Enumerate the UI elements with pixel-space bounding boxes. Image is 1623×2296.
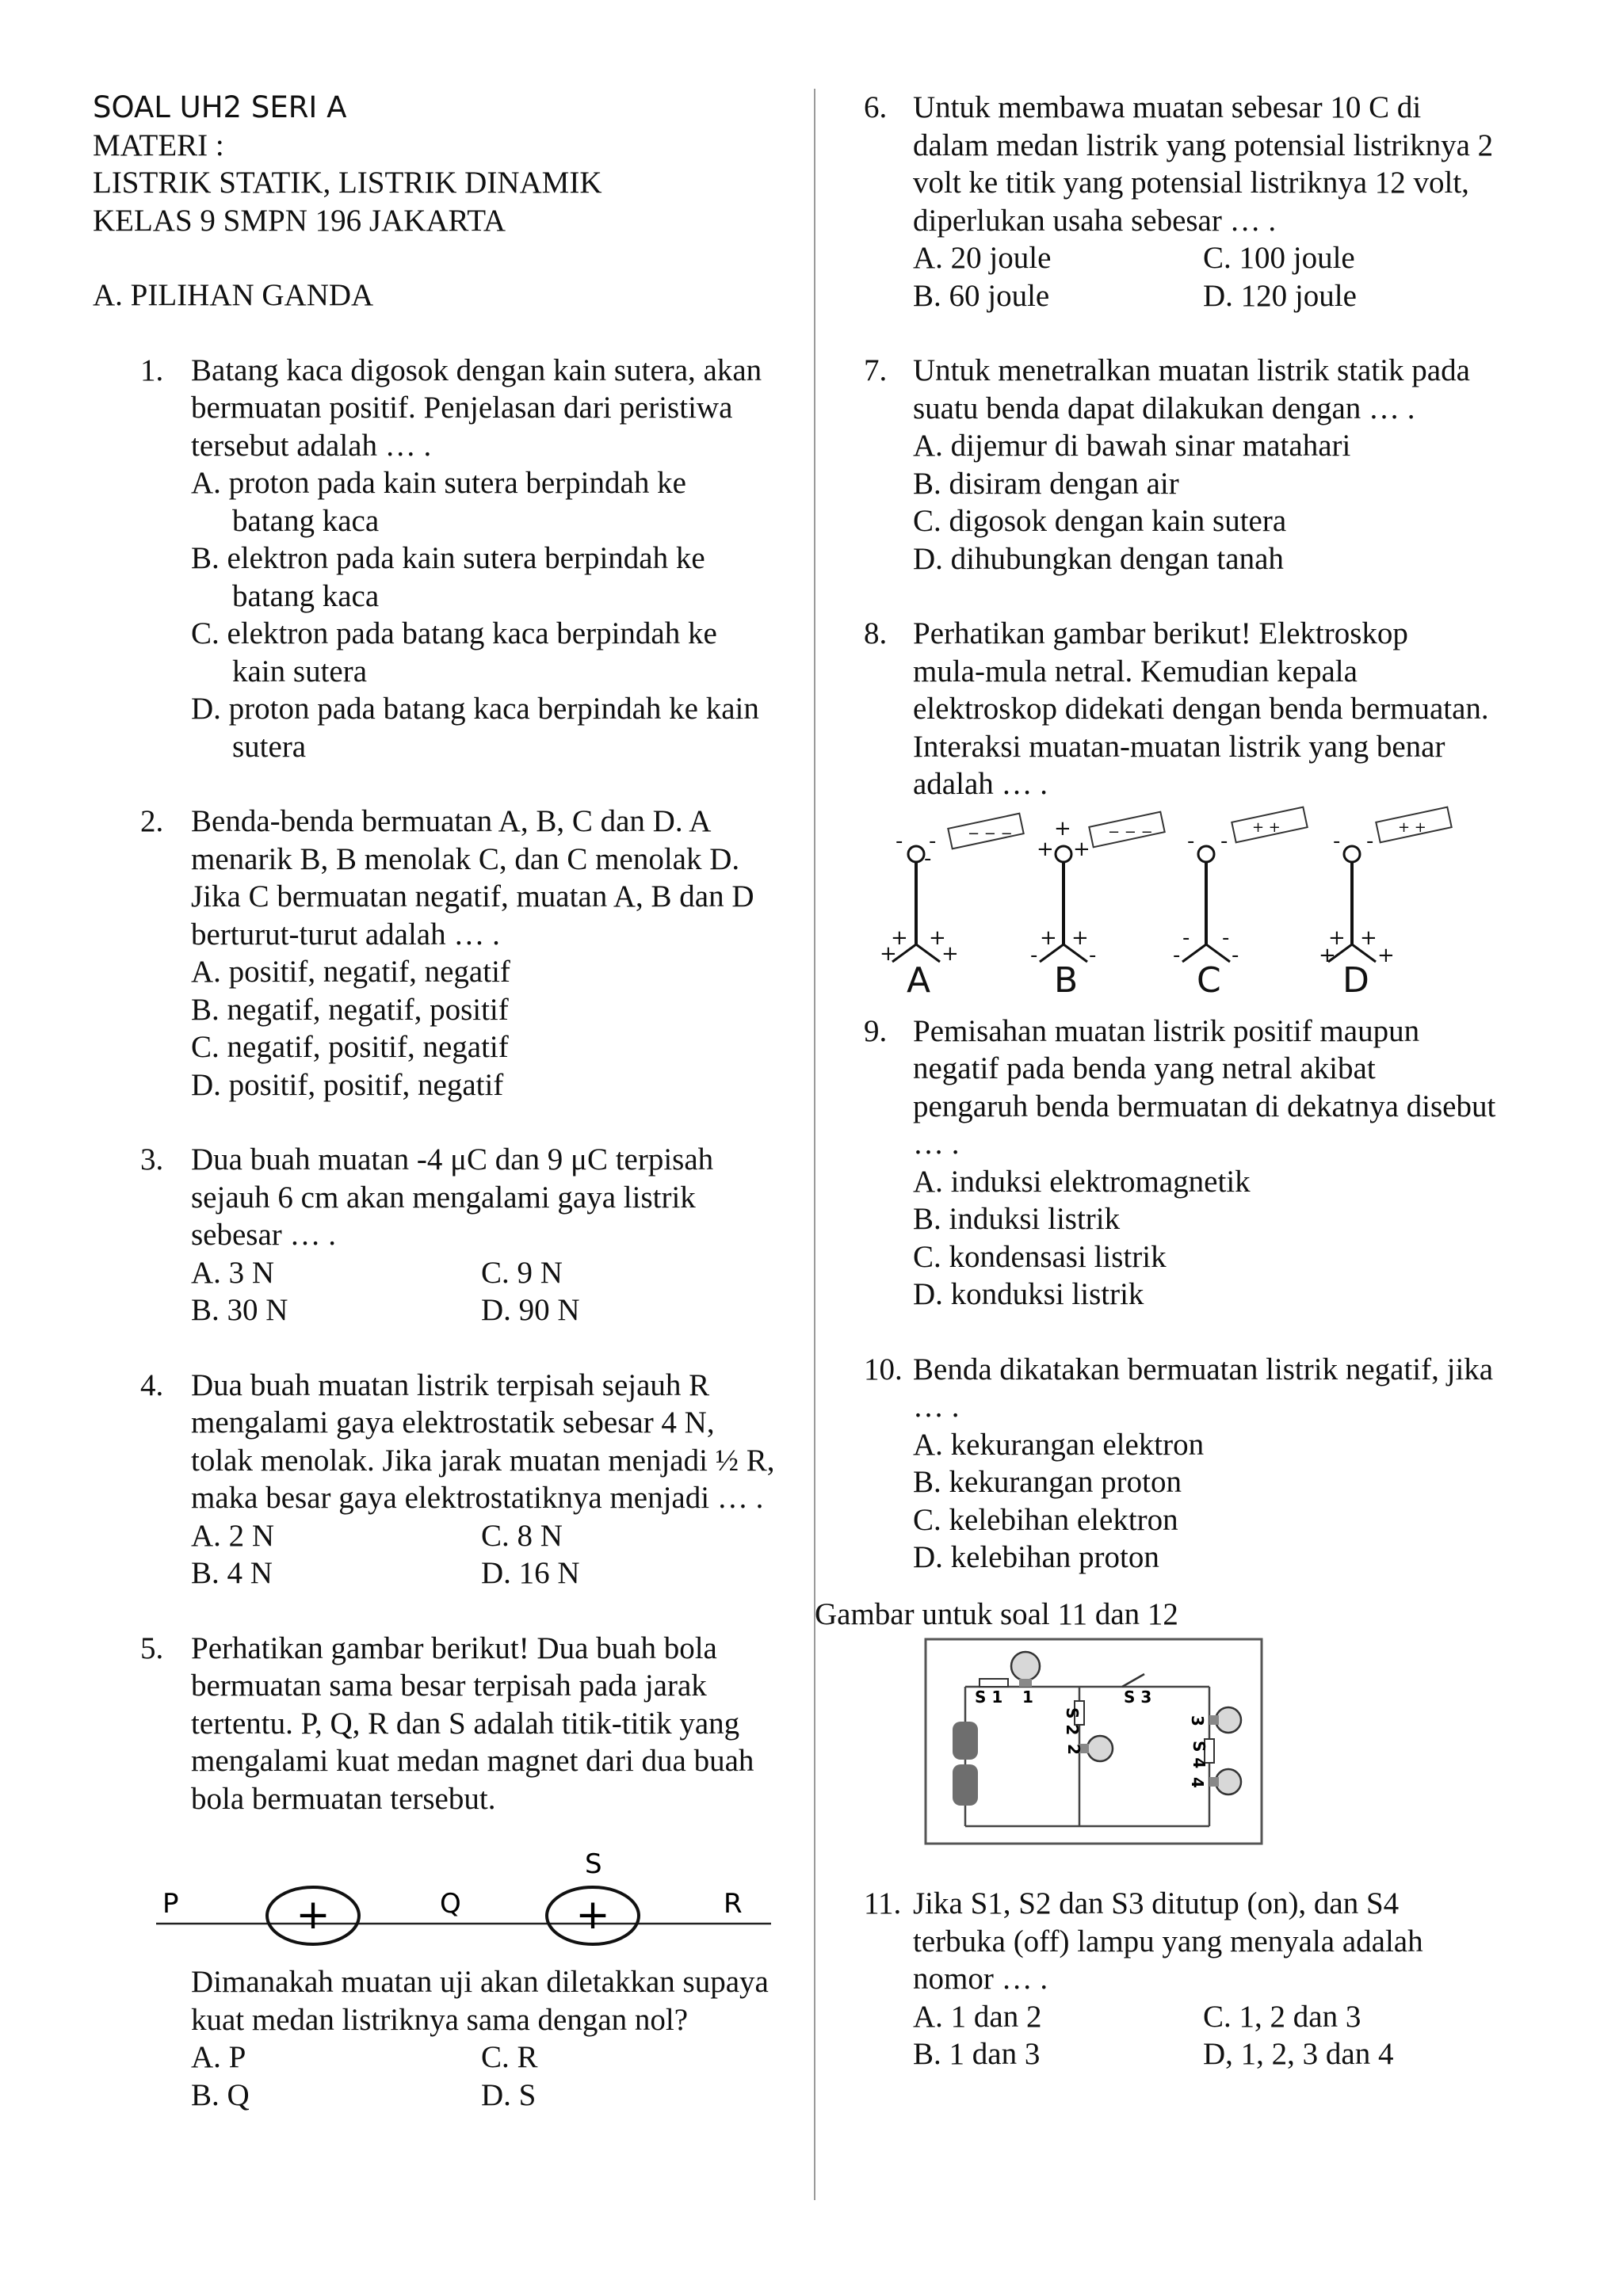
svg-text:+: + <box>941 941 959 966</box>
class-school: KELAS 9 SMPN 196 JAKARTA <box>93 203 506 238</box>
electroscope-figure <box>861 803 1558 994</box>
svg-text:-: - <box>924 846 932 871</box>
question-1: 1. Batang kaca digosok dengan kain sutera, akan bermuatan positif. Penjelasan dari peristiwa tersebut adalah … . A. proton pada kain sutera berpindah ke batang kaca B. elektron pada kain sutera berpindah ke batang kaca C. elektron pada batang kaca berpindah ke kain sutera D. proton pada batang kaca berpindah ke kain sutera <box>93 352 806 766</box>
battery-cell-1 <box>953 1722 978 1760</box>
question-number: 11. <box>864 1886 902 1920</box>
option-d: D. proton pada batang kaca berpindah ke kain <box>191 692 759 726</box>
battery-cell-2 <box>953 1764 978 1806</box>
option-a: A. 2 N <box>191 1518 275 1553</box>
point-p-label: P <box>162 1888 179 1920</box>
option-b: B. elektron pada kain sutera berpindah ke <box>191 541 705 575</box>
question-8: 8. Perhatikan gambar berikut! Elektroskop mula-mula netral. Kemudian kepala elektroskop didekati dengan benda bermuatan. Interaksi muatan-muatan listrik yang benar adalah … . <box>864 616 1489 801</box>
svg-text:− − −: − − − <box>968 825 1013 842</box>
electroscope-d-label: D <box>1342 959 1369 994</box>
svg-text:+: + <box>1037 837 1054 861</box>
option-d: D. positif, positif, negatif <box>191 1067 504 1102</box>
question-number: 9. <box>864 1013 888 1048</box>
option-b: B. induksi listrik <box>913 1202 1121 1236</box>
charge-sign-1: + <box>296 1891 330 1939</box>
svg-text:+: + <box>1071 925 1089 950</box>
option-c: C. digosok dengan kain sutera <box>913 504 1287 538</box>
option-b: B. kekurangan proton <box>913 1465 1182 1499</box>
lamp-3-label: 3 <box>1188 1715 1207 1726</box>
lamp-2-icon <box>1087 1736 1113 1761</box>
option-b: B. 1 dan 3 <box>913 2037 1041 2071</box>
svg-text:-: - <box>1187 829 1195 853</box>
option-a: A. dijemur di bawah sinar matahari <box>913 429 1351 463</box>
electroscope-c <box>1173 807 1308 993</box>
svg-text:+: + <box>891 925 908 950</box>
question-number: 8. <box>864 616 888 650</box>
question-10: 10. Benda dikatakan bermuatan listrik negatif, jika … . A. kekurangan elektron B. kekurangan proton C. kelebihan elektron D. kelebihan proton <box>864 1351 1561 1577</box>
lamp-1-icon <box>1011 1652 1040 1680</box>
option-a: A. proton pada kain sutera berpindah ke <box>191 466 686 500</box>
svg-text:-: - <box>896 829 903 853</box>
question-3: 3. Dua buah muatan -4 μC dan 9 μC terpisah sejauh 6 cm akan mengalami gaya listrik sebesar … . A. 3 N C. 9 N B. 30 N D. 90 N <box>93 1141 806 1329</box>
question-6: 6. Untuk membawa muatan sebesar 10 C di dalam medan listrik yang potensial listriknya 2 volt ke titik yang potensial listriknya 12 volt, diperlukan usaha sebesar … . A. 20 joule C. 100 joule B. 60 joule D. 120 joule <box>864 89 1561 315</box>
option-b: B. 4 N <box>191 1556 273 1590</box>
question-number: 1. <box>140 353 164 387</box>
question-4: 4. Dua buah muatan listrik terpisah sejauh R mengalami gaya elektrostatik sebesar 4 N, tolak menolak. Jika jarak muatan menjadi ½ R, maka besar gaya elektrostatiknya menjadi … . A. 2 N C. 8 N B. 4 N D. 16 N <box>93 1367 806 1592</box>
svg-text:+: + <box>1360 925 1377 950</box>
option-c: C. 100 joule <box>1203 241 1355 275</box>
svg-text:-: - <box>1173 943 1181 967</box>
option-d: D. 90 N <box>481 1293 580 1327</box>
option-a: A. 3 N <box>191 1255 275 1290</box>
svg-text:-: - <box>1089 943 1097 967</box>
question-9: 9. Pemisahan muatan listrik positif maupun negatif pada benda yang netral akibat pengaruh benda bermuatan di dekatnya disebut … . A. induksi elektromagnetik B. induksi listrik C. kondensasi listrik D. konduksi listrik <box>864 1013 1561 1314</box>
left-column <box>93 89 806 2114</box>
electroscope-c-label: C <box>1197 959 1221 994</box>
question-number: 6. <box>864 90 888 124</box>
svg-text:-: - <box>1222 925 1230 950</box>
option-c: C. 1, 2 dan 3 <box>1203 1999 1361 2034</box>
question-number: 5. <box>140 1630 164 1665</box>
question-number: 10. <box>864 1352 903 1386</box>
svg-text:-: - <box>1232 943 1239 967</box>
question-number: 3. <box>140 1142 164 1177</box>
topics: LISTRIK STATIK, LISTRIK DINAMIK <box>93 166 602 200</box>
option-a: A. 1 dan 2 <box>913 1999 1042 2034</box>
electroscope-b-label: B <box>1054 959 1079 994</box>
svg-text:+: + <box>1377 943 1395 967</box>
lamp-1-label: 1 <box>1022 1688 1033 1707</box>
option-b: B. negatif, negatif, positif <box>191 992 509 1027</box>
option-d: D. kelebihan proton <box>913 1540 1159 1574</box>
charge-sign-2: + <box>575 1891 610 1939</box>
option-a: A. P <box>191 2040 246 2074</box>
svg-text:+: + <box>1073 837 1090 861</box>
lamp-4-icon <box>1216 1769 1241 1794</box>
svg-text:-: - <box>1030 943 1038 967</box>
option-c: C. kondensasi listrik <box>913 1239 1167 1274</box>
option-c: C. kelebihan elektron <box>913 1502 1178 1537</box>
column-divider <box>814 89 815 2200</box>
circuit-figure <box>924 1638 1265 1848</box>
question-5-prompt: Dimanakah muatan uji akan diletakkan supaya kuat medan listriknya sama dengan nol? A. P C. R B. Q D. S <box>93 1963 806 2114</box>
svg-text:+: + <box>1054 816 1071 841</box>
svg-text:-: - <box>1333 829 1341 853</box>
svg-text:+: + <box>1319 943 1336 967</box>
question-2: 2. Benda-benda bermuatan A, B, C dan D. A menarik B, B menolak C, dan C menolak D. Jika C bermuatan negatif, muatan A, B dan D berturut-turut adalah … . A. positif, negatif, negatif B. negatif, negatif, positif C. negatif, positif, negatif D. positif, positif, negatif <box>93 803 806 1104</box>
question-5: 5. Perhatikan gambar berikut! Dua buah bola bermuatan sama besar terpisah pada jarak tertentu. P, Q, R dan S adalah titik-titik yang mengalami kuat medan magnet dari dua buah bola bermuatan tersebut. <box>140 1630 754 1816</box>
circuit-caption: Gambar untuk soal 11 dan 12 <box>815 1596 1178 1631</box>
option-a: A. induksi elektromagnetik <box>913 1164 1251 1199</box>
switch-s1-label: S 1 <box>975 1688 1003 1707</box>
option-b: B. Q <box>191 2077 250 2112</box>
svg-text:+: + <box>929 925 946 950</box>
svg-text:− − −: − − − <box>1108 823 1153 841</box>
switch-s2-label: S 2 <box>1063 1707 1082 1736</box>
switch-s1-icon <box>980 1679 1008 1687</box>
electroscope-d <box>1319 807 1452 993</box>
option-b: B. 30 N <box>191 1293 288 1327</box>
svg-text:-: - <box>1220 829 1228 853</box>
point-q-label: Q <box>440 1888 461 1920</box>
svg-text:+: + <box>880 941 897 966</box>
svg-text:+: + <box>1040 925 1057 950</box>
point-s-label: S <box>585 1848 602 1880</box>
option-c: C. 9 N <box>481 1255 563 1290</box>
right-column <box>815 89 1561 2073</box>
option-c: C. R <box>481 2040 538 2074</box>
section-heading: A. PILIHAN GANDA <box>93 278 374 312</box>
option-b: B. 60 joule <box>913 278 1050 313</box>
switch-s3-label: S 3 <box>1124 1688 1152 1707</box>
option-b: B. disiram dengan air <box>913 466 1179 501</box>
electroscope-a-label: A <box>907 959 931 994</box>
svg-text:-: - <box>1366 829 1374 853</box>
option-d: D. dihubungkan dengan tanah <box>913 541 1284 576</box>
question-7: 7. Untuk menetralkan muatan listrik statik pada suatu benda dapat dilakukan dengan … . A. dijemur di bawah sinar matahari B. disiram dengan air C. digosok dengan kain sutera D. dihubungkan dengan tanah <box>864 352 1561 578</box>
question-number: 7. <box>864 353 888 387</box>
option-a: A. positif, negatif, negatif <box>191 955 510 989</box>
option-c: C. negatif, positif, negatif <box>191 1030 509 1064</box>
question-11: 11. Jika S1, S2 dan S3 ditutup (on), dan S4 terbuka (off) lampu yang menyala adalah nomor … . A. 1 dan 2 C. 1, 2 dan 3 B. 1 dan 3 D, 1, 2, 3 dan 4 <box>864 1885 1561 2073</box>
question-number: 4. <box>140 1367 164 1402</box>
point-r-label: R <box>724 1888 743 1920</box>
svg-text:-: - <box>1182 925 1190 950</box>
switch-s4-label: S 4 <box>1190 1741 1209 1769</box>
option-d: D. 120 joule <box>1203 278 1357 313</box>
option-d: D, 1, 2, 3 dan 4 <box>1203 2037 1394 2071</box>
svg-text:-: - <box>929 829 937 853</box>
electroscope-a <box>880 813 1024 993</box>
svg-text:+: + <box>1328 925 1346 950</box>
option-a: A. kekurangan elektron <box>913 1427 1205 1462</box>
lamp-4-label: 4 <box>1188 1777 1207 1788</box>
option-d: D. konduksi listrik <box>913 1277 1144 1311</box>
svg-text:+ +: + + <box>1398 818 1426 836</box>
exam-title: SOAL UH2 SERI A <box>93 90 347 124</box>
option-c: C. 8 N <box>481 1518 563 1553</box>
option-c: C. elektron pada batang kaca berpindah ke <box>191 616 717 650</box>
question-number: 2. <box>140 804 164 838</box>
charges-figure <box>83 1840 781 1958</box>
lamp-3-icon <box>1216 1707 1241 1733</box>
option-a: A. 20 joule <box>913 241 1052 275</box>
option-d: D. S <box>481 2077 537 2112</box>
lamp-2-label: 2 <box>1064 1744 1083 1755</box>
electroscope-b <box>1030 811 1165 993</box>
svg-text:+ +: + + <box>1252 818 1281 836</box>
materi-label: MATERI : <box>93 128 224 162</box>
option-d: D. 16 N <box>481 1556 580 1590</box>
